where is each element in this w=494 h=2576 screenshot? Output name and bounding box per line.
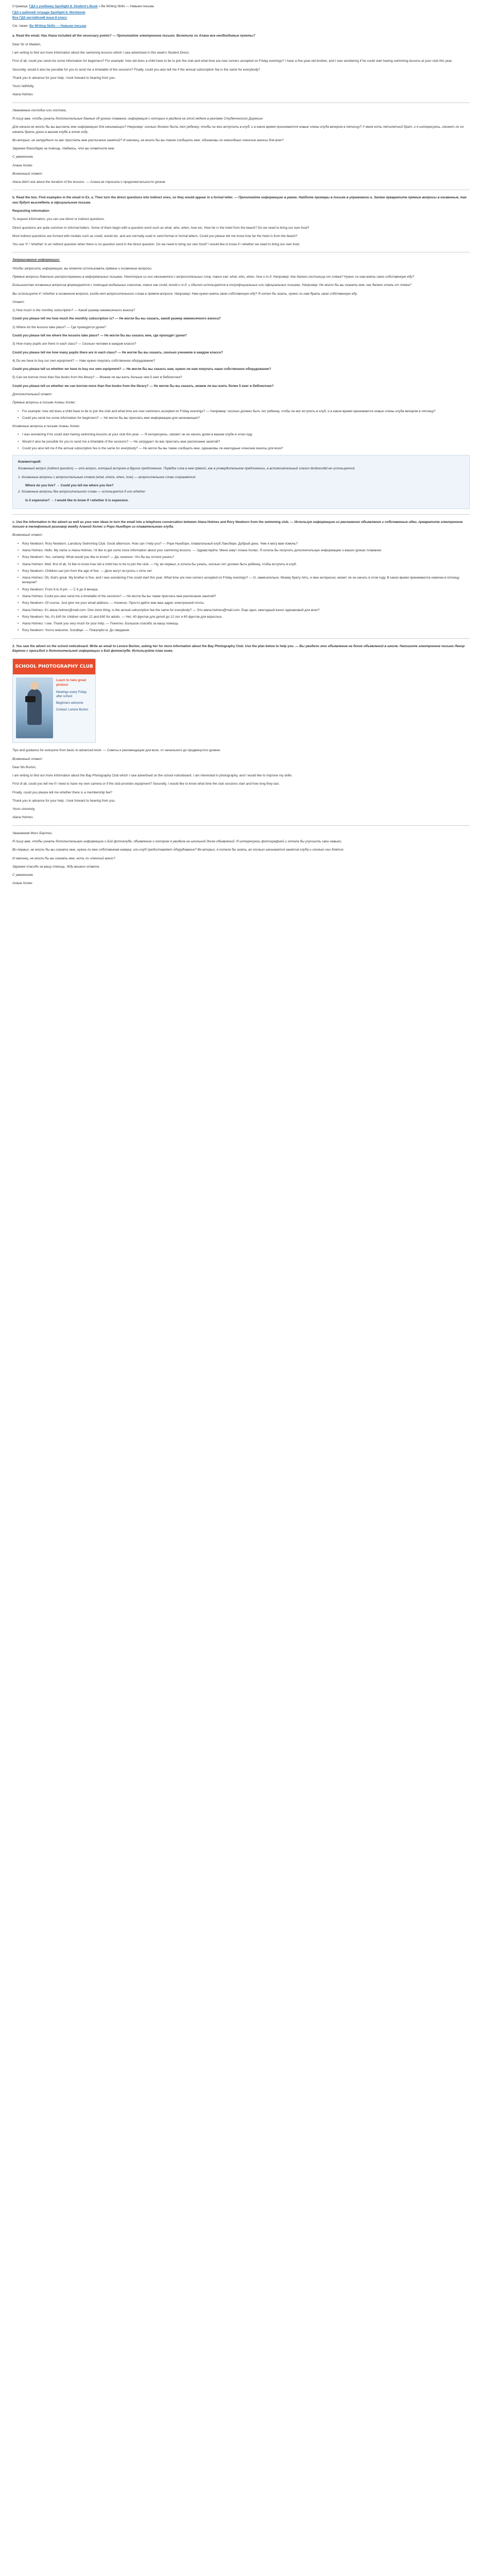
answer-2-answer: Could you please tell us whether we can borrow more than five books from the library? — Не могли бы вы сказать, можем ли мы взять более 5 книг в библиотеке? xyxy=(12,384,274,388)
grammar-comment-line: Косвенный вопрос (indirect question) — это вопрос, который встроен в другое предложение. Порядок слов в нем прямой, как в утвердительном предложении, а вспомогательный глагол do/does/did не используется. xyxy=(18,467,355,471)
task-1c xyxy=(12,520,470,530)
translation-1-line: Алана Холмс xyxy=(12,163,32,167)
dialogue-line: • Alana Holmes: Could you also send me a timetable of the sessions? — Не могли бы вы также прислать мне расписание занятий? xyxy=(18,594,470,599)
dialogue-line: • Alana Holmes: I see. Thank you very much for your help. — Понятно. Большое спасибо за вашу помощь. xyxy=(18,621,470,626)
task-2 xyxy=(12,644,470,654)
box-title: Requesting information xyxy=(12,209,49,213)
advert-body xyxy=(16,677,92,739)
translation-1-line: С уважением, xyxy=(12,155,33,159)
dialogue-line: • Alana Holmes: Well, first of all, I'd like to know how old a child has to be to join the club. — Ну, во-первых, я хотела бы узнать, сколько лет должно быть ребенку, чтобы вступить в клуб. xyxy=(18,562,470,567)
email-2-line: Finally, could you please tell me whether there is a membership fee? xyxy=(12,790,112,794)
task-2-ru: — Вы увидели это объявление на доске объявлений в школе. Напишите электронное письмо Ленор Бертон с просьбой о дополнительной информации о Бэй фотоклубе. Используйте план ниже. xyxy=(12,644,465,653)
answer-2-answer: Could you please tell me how many pupils there are in each class? — Не могли бы вы сказать, сколько учеников в каждом классе? xyxy=(12,350,223,354)
answer-2-question: 5) Can we borrow more than five books from the library? — Можем ли мы взять больше чем 5 книг в библиотеке? xyxy=(12,376,182,380)
email-2-line: Thank you in advance for your help. I look forward to hearing from you. xyxy=(12,799,116,803)
see-also-link[interactable]: Be Writing Skills — Навыки письма xyxy=(29,24,87,28)
translation-1-line: Во-вторых, не затруднит ли вас прислать мне расписание занятий? И наконец, не могли бы вы также сообщить мне, одинаковы ли ежегодные членские взносы для всех? xyxy=(12,138,284,142)
list-item: • For example: how old does a child have to be to join the club and what time are new swimmers accepted on Friday evenings? — Например: сколько должно быть лет ребенку, чтобы он мог вступить в клуб, и в какое время принимаются новые члены клуба вечером в пятницу? xyxy=(18,409,470,414)
email-1-line: Dear Sir or Madam, xyxy=(12,42,41,46)
answer-1-label: Возможный ответ: xyxy=(12,172,43,176)
answer-2-item xyxy=(12,325,470,338)
translation-2-label: Запрашивание информации: xyxy=(12,258,60,262)
answer-2-answer: Could you please tell us whether we have to buy our own equipment? — Не могли бы вы сказать нам, нужно ли нам покупать наше собственное оборудование? xyxy=(12,367,271,371)
task-1c-ru: — Используя информацию из рекламного объявления и собственные идеи, превратите электронное письмо в телефонный разговор между Аланой Холмс и Рори Ньюборн из плавательного клуба. xyxy=(12,520,463,529)
breadcrumb-current: Be Writing Skills — Навыки письма xyxy=(101,5,154,8)
breadcrumb-prefix: Страница: xyxy=(12,5,29,8)
dialogue-line: • Rory Newborn: Children can join from the age of five. — Дети могут вступать с пяти лет. xyxy=(18,569,470,573)
translation-2-line: Прямые вопросы довольно распространены в неформальных письмах. Некоторые из них начинаются с вопросительных слов, таких как: what, who, when, how и т.д. Например: Как далеко гостиница от пляжа? Нужно ли нам взять свою собственную еду? xyxy=(12,275,414,279)
breadcrumb-link[interactable]: ГДЗ к учебнику Spotlight 8. Student's Book xyxy=(29,5,98,8)
grammar-comment-box xyxy=(12,455,470,509)
person-shape xyxy=(27,689,42,725)
list-item: • I was wondering if he could start having swimming lessons at your club this year. — Я интересуюсь, сможет ли он начать уроки в вашем клубе в этом году. xyxy=(18,432,470,437)
translation-3-line: Заранее спасибо за вашу помощь. Жду вашего ответа. xyxy=(12,865,100,869)
dialogue-line: • Alana Holmes: Hello. My name is Alana Holmes. I'd like to get some more information about your swimming lessons. — Здравствуйте. Меня зовут Алана Холмс. Я хотела бы получить дополнительную информацию о ваших уроках плавания. xyxy=(18,548,470,553)
answer-2-answer: Could you please tell me how much the monthly subscription is? — Не могли бы вы сказать, какой размер ежемесячного взноса? xyxy=(12,317,221,321)
camera-icon xyxy=(25,696,36,702)
email-2-line: Dear Ms Burton, xyxy=(12,765,37,769)
box-line: To request information, you can use direct or indirect questions. xyxy=(12,217,105,222)
grammar-comment-title: Комментарий: xyxy=(18,460,42,464)
list-item: • Would it also be possible for you to send me a timetable of the sessions? — Не затруднит ли вас прислать мне расписание занятий? xyxy=(18,439,470,444)
email-2-line: I am writing to find out more information about the Bay Photography Club which I saw advertised on the school noticeboard. I am interested in photography, and I would like to improve my skills. xyxy=(12,774,293,778)
grammar-example: Where do you live? → Could you tell me where you live? xyxy=(25,484,114,488)
translation-1-label: Уважаемые господин или госпожа, xyxy=(12,108,66,112)
answer-2-question: 2) Where do the lessons take place? — Где проводятся уроки? xyxy=(12,325,106,329)
answer-2-question: 1) How much is the monthly subscription? — Какой размер ежемесячного взноса? xyxy=(12,309,135,313)
divider xyxy=(12,825,470,826)
email-2-line: First of all, could you tell me if I need to have my own camera or if the club provides equipment? Secondly, I would like to know what time the club sessions start and how long they last. xyxy=(12,782,280,786)
breadcrumb-separator: » xyxy=(97,5,101,8)
email-1-line: Yours faithfully, xyxy=(12,84,35,89)
divider xyxy=(12,514,470,515)
task-1b-en: b. Read the box. Find examples in the email in Ex. a. Then turn the direct questions into indirect ones, so they would appear in a formal letter. xyxy=(12,196,233,200)
email-1-line: First of all, could you send me some information for beginners? For example: how old does a child have to be to join the club and what time are new comers accepted on Friday evenings? I have a five-year-old brother, and I was wondering if he could start having swimming lessons at your club this year. xyxy=(12,59,453,63)
dialogue-list xyxy=(18,541,470,633)
box-line: Most indirect questions are formed with modals such as could, would etc. and are normally used in semi-formal or formal letters. Could you please tell me know how far the hotel is from the beach? xyxy=(12,234,298,238)
head-shape xyxy=(30,682,39,690)
all-gdz-link[interactable]: Все ГДЗ английский язык 8 класс xyxy=(12,16,67,20)
answer-2-item xyxy=(12,359,470,372)
dialogue-line: • Rory Newborn: No, it's £40 for children under 12 and £60 for adults. — Нет, 40 фунтов для детей до 12 лет и 60 фунтов для взрослых. xyxy=(18,615,470,619)
task-2-en: 2. You saw the advert on the school noticeboard. Write an email to Lenore Burton, asking her for more information about the Bay Photography Club. Use the plan below to help you. xyxy=(12,644,295,648)
answer-4-label: Возможный ответ: xyxy=(12,757,43,761)
answer-2-item xyxy=(12,342,470,355)
dialogue-line: • Rory Newborn: You're welcome. Goodbye. — Пожалуйста. До свидания. xyxy=(18,628,470,633)
answer-2-item xyxy=(12,308,470,321)
breadcrumb xyxy=(12,4,470,9)
advert-line: Learn to take great photos! xyxy=(56,679,87,687)
box-line: Direct questions are quite common in informal letters. Some of them begin with a question word such as what, who, when, how etc. How far is the hotel from the beach? Do we need to bring our own food? xyxy=(12,226,310,230)
task-1a xyxy=(12,33,470,38)
photographer-image xyxy=(16,677,53,738)
see-also xyxy=(12,24,470,28)
advert-title: SCHOOL PHOTOGRAPHY CLUB xyxy=(13,659,95,674)
dialogue-line: • Alana Holmes: It's alana.holmes@mail.com. One more thing, is the annual subscription fee the same for everybody? — Это alana.holmes@mail.com. Еще одно, ежегодный взнос одинаковый для всех? xyxy=(18,608,470,613)
task-1b-ru: — Прочитайте информацию в рамке. Найдите примеры в письме в упражнении a. Затем превратите прямые вопросы в косвенные, так они будут выглядеть в официальном письме. xyxy=(12,196,467,205)
advert-line: Beginners welcome xyxy=(56,701,83,705)
email-2-line: Yours sincerely, xyxy=(12,807,36,811)
translation-3-line: Я пишу вам, чтобы узнать дополнительную информацию о Бэй фотоклубе, объявление о котором я увидела на школьной доске объявлений. Я интересуюсь фотографией и хотела бы улучшить свои навыки. xyxy=(12,840,342,844)
translation-3-line: Алана Холмс xyxy=(12,882,32,886)
extra-1-intro: Прямые вопросы в письме Аланы Холмс: xyxy=(12,401,76,405)
translation-1-line: Заранее благодарю за помощь. Надеюсь, что вы ответите мне. xyxy=(12,147,115,151)
email-1-line: I am writing to find out more information about the swimming lessons which I saw advertised in this week's Student Direct. xyxy=(12,50,190,55)
translation-1-line: Я пишу вам, чтобы узнать дополнительные данные об уроках плавания, информация о которых я увидела на этой неделе в рекламе Студенческого Дирекшн. xyxy=(12,116,264,121)
indirect-questions-list xyxy=(18,432,470,451)
see-also-label: См. также: xyxy=(12,24,30,28)
translation-3-line: Во-первых, не могли бы вы сказать мне, нужна ли мне собственная камера, или клуб предоставляет оборудование? Во-вторых, я хотела бы знать, во сколько начинаются занятия клуба и сколько они длятся. xyxy=(12,848,344,852)
answer-2-question: 4) Do we have to buy our own equipment? — Нам нужно покупать собственное оборудование? xyxy=(12,359,156,363)
dialogue-line: • Rory Newborn: From 6 to 8 pm. — С 6 до 8 вечера. xyxy=(18,587,470,592)
answer-1-text: Alana didn't ask about the duration of the lessons. — Алана не спросила о продолжительности уроков. xyxy=(12,180,166,184)
dialogue-line: • Rory Newborn: Rory Newborn, Lansbury Swimming Club. Good afternoon. How can I help you? — Рори Ньюборн, плавательный клуб Лансбери. Добрый день. Чем я могу вам помочь? xyxy=(18,541,470,546)
list-item: • Could you also tell me if the annual subscription fee is the same for everybody? — Не могли бы вы также сообщить мне, одинаковы ли ежегодные членские взносы для всех? xyxy=(18,446,470,451)
email-1-line: Thank you in advance for your help. I look forward to hearing from you. xyxy=(12,76,116,80)
email-1-line: Secondly, would it also be possible for you to send me a timetable of the sessions? Finally, could you also tell me if the annual subscription fee is the same for everybody? xyxy=(12,67,260,72)
advert-line: Meetings every Friday after school xyxy=(56,690,87,698)
translation-2-line: Вы используете if / whether в косвенном вопросе, когда нет вопросительного слова в прямом вопросе. Например: Нам нужно взять свою собственную еду? Я хотел бы знать, нужно ли нам брать свою собственную еду. xyxy=(12,292,358,296)
divider xyxy=(12,638,470,639)
content-column xyxy=(12,4,470,890)
translation-3-line: И наконец, не могли бы вы сказать мне, есть ли членский взнос? xyxy=(12,856,115,860)
translation-2-line: Чтобы запросить информацию, вы можете использовать прямые и косвенные вопросы. xyxy=(12,266,152,270)
dialogue-line: • Rory Newborn: Yes, certainly. What would you like to know? — Да, конечно. Что бы вы хотели узнать? xyxy=(18,555,470,560)
task-1a-ru: — Прочитайте электронное письмо. Включила ли Алана все необходимые пункты? xyxy=(111,34,255,38)
extra-1-intro2: Косвенные вопросы в письме Аланы Холмс: xyxy=(12,425,80,429)
list-item: • Could you send me some information for beginners? — Не могли бы вы прислать мне информацию для начинающих? xyxy=(18,416,470,420)
advert-lines xyxy=(56,679,92,715)
advert-line: Contact: Lenore Burton xyxy=(56,708,89,712)
direct-questions-list xyxy=(18,409,470,421)
extra-1-label: Дополнительный ответ: xyxy=(12,392,53,396)
advert-tips: Tips and guidance for everyone from basic to advanced level. — Советы и рекомендации для всех, от начального до продвинутого уровня. xyxy=(12,749,221,753)
photography-club-advert xyxy=(12,658,96,743)
task-1b xyxy=(12,195,470,205)
related-links xyxy=(12,10,470,21)
answer-2-answer: Could you please tell me where the lessons take place? — Не могли бы вы сказать мне, где проходят уроки? xyxy=(12,333,187,337)
dialogue-line: • Alana Holmes: Oh, that's great. My brother is five, and I was wondering if he could start this year. What time are new comers accepted on Friday evenings? — О, замечательно. Моему брату пять, и мне интересно, может ли он начать в этом году. В какое время принимаются новички в пятницу вечером? xyxy=(18,575,470,585)
dialogue-line: • Rory Newborn: Of course. Just give me your email address. — Конечно. Просто дайте мне ваш адрес электронной почты. xyxy=(18,601,470,605)
email-1-line: Alana Holmes xyxy=(12,93,33,97)
grammar-comment-line: 2. Косвенные вопросы без вопросительного слова — используется if или whether: xyxy=(18,490,146,494)
translation-3-line: С уважением, xyxy=(12,873,33,877)
email-2-line: Alana Holmes xyxy=(12,816,33,820)
grammar-example: Is it expensive? → I would like to know if / whether it is expensive. xyxy=(25,498,129,502)
translation-2-line: Большинство косвенных вопросов формируются с помощью модальных глаголов, таких как could, would и т.д. и обычно используются в полуофициальных или официальных письмах. Например: Не могли бы вы сказать мне, как далеко отель от пляжа? xyxy=(12,283,412,287)
task-1c-en: c. Use the information in the advert as well as your own ideas to turn the email into a telephone conversation between Alana Holmes and Rory Newborn from the swimming club. xyxy=(12,520,289,524)
answer-3-label: Возможный ответ: xyxy=(12,533,43,537)
answer-2-item xyxy=(12,375,470,388)
translation-1-line: Для начала не могли бы вы выслать мне информацию для начинающих? Например: сколько должно быть лет ребенку, чтобы он мог вступить в клуб, и в какое время принимаются новые члены клуба вечером в пятницу? У меня есть пятилетний брат, и я интересуюсь, сможет ли он начать брать уроки в вашем клубе в этом году. xyxy=(12,125,464,134)
box-line: You use 'if' / 'whether' in an indirect question when there is no question word in the direct question. Do we need to bring our own food? I would like to know if / whether we need to bring our own food. xyxy=(12,243,300,247)
translation-3-label: Уважаемая Мисс Бертон, xyxy=(12,831,53,835)
answer-2-label: Ответ: xyxy=(12,300,25,304)
grammar-comment-line: 1. Косвенные вопросы с вопросительным словом (what, where, when, how) — вопросительное слово сохраняется: xyxy=(18,475,196,479)
task-1a-en: a. Read the email. Has Alana included all the necessary points? xyxy=(12,34,112,38)
answer-2-question: 3) How many pupils are there in each class? — Сколько человек в каждом классе? xyxy=(12,342,137,346)
workbook-link[interactable]: ГДЗ к рабочей тетради Spotlight 8. Workbook xyxy=(12,11,86,15)
